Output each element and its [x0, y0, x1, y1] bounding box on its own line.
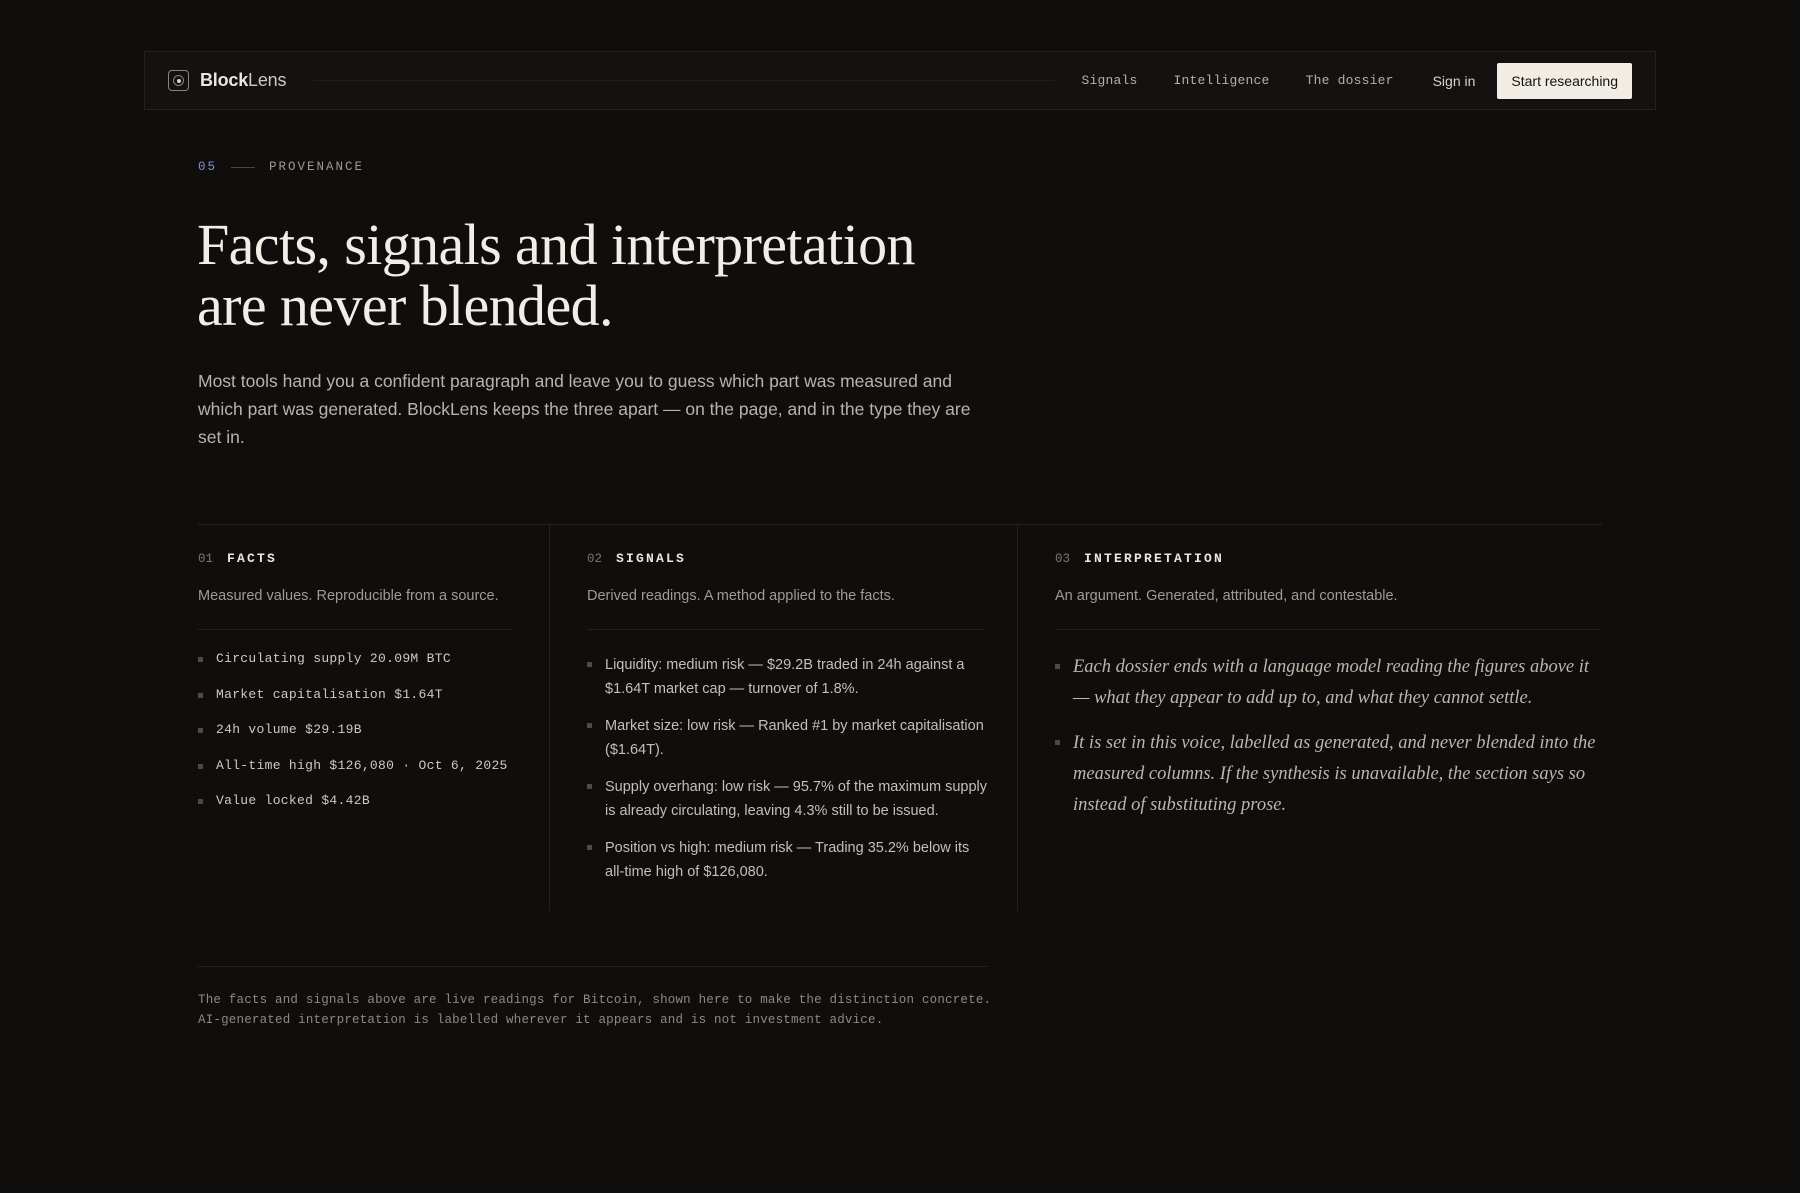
section-eyebrow [198, 160, 364, 174]
list-item [1055, 728, 1603, 821]
brand-name-bold: Block [200, 70, 249, 90]
bullet-icon [587, 662, 592, 667]
facts-description: Measured values. Reproducible from a source. [198, 588, 499, 604]
signals-divider [587, 629, 983, 630]
interpretation-description: An argument. Generated, attributed, and contestable. [1055, 588, 1398, 604]
brand[interactable] [168, 70, 286, 91]
list-item [198, 686, 549, 722]
interpretation-column [1017, 525, 1602, 911]
section-label: PROVENANCE [269, 160, 365, 174]
fact-text: Market capitalisation $1.64T [216, 686, 443, 702]
fact-text: Circulating supply 20.09M BTC [216, 651, 451, 666]
list-item [198, 650, 549, 686]
signals-title: SIGNALS [616, 551, 687, 566]
interpretation-text: Each dossier ends with a language model reading the figures above it — what they appear to add up to, and what they cannot settle. [1073, 657, 1590, 708]
list-item [198, 721, 549, 757]
brand-name [200, 70, 286, 91]
top-nav [144, 51, 1656, 110]
nav-link-dossier[interactable]: The dossier [1305, 73, 1394, 88]
interpretation-divider [1055, 629, 1599, 630]
facts-divider [198, 629, 513, 630]
signals-number: 02 [587, 552, 603, 566]
list-item [587, 836, 987, 884]
fact-text: Value locked $4.42B [216, 793, 370, 808]
list-item [198, 792, 549, 828]
signals-header [587, 551, 1017, 566]
interpretation-header [1055, 551, 1602, 566]
bullet-icon [587, 784, 592, 789]
title-line-2: are never blended. [197, 273, 613, 338]
bullet-icon [198, 764, 203, 769]
title-line-1: Facts, signals and interpretation [197, 212, 915, 277]
fact-text: 24h volume $29.19B [216, 722, 362, 737]
footnote-divider [198, 966, 988, 967]
page-title [197, 214, 1017, 336]
bullet-icon [1055, 664, 1060, 669]
brand-name-light: Lens [248, 70, 287, 90]
signal-text: Supply overhang: low risk — 95.7% of the maximum supply is already circulating, leaving 4.3% still to be issued. [605, 779, 988, 819]
nav-link-intelligence[interactable]: Intelligence [1173, 73, 1270, 88]
signal-text: Liquidity: medium risk — $29.2B traded in 24h against a $1.64T market cap — turnover of 1.8%. [605, 657, 965, 697]
facts-title: FACTS [227, 551, 278, 566]
lead-paragraph: Most tools hand you a confident paragraph and leave you to guess which part was measured and which part was generated. BlockLens keeps the three apart — on the page, and in the type they are set in. [198, 371, 971, 447]
bullet-icon [587, 723, 592, 728]
nav-links [1082, 73, 1430, 88]
target-icon [168, 70, 189, 91]
footnote-line-1: The facts and signals above are live readings for Bitcoin, shown here to make the distinction concrete. [198, 993, 992, 1007]
section-number: 05 [198, 160, 218, 174]
bullet-icon [198, 657, 203, 662]
nav-link-signals[interactable]: Signals [1081, 73, 1138, 88]
interpretation-text: It is set in this voice, labelled as generated, and never blended into the measured columns. If the synthesis is unavailable, the section says so instead of substituting prose. [1073, 733, 1596, 815]
start-researching-button[interactable]: Start researching [1497, 63, 1632, 99]
interpretation-number: 03 [1055, 552, 1071, 566]
signals-description: Derived readings. A method applied to the facts. [587, 588, 895, 604]
signals-column [549, 525, 1017, 911]
facts-header [198, 551, 549, 566]
fact-text: All-time high $126,080 · Oct 6, 2025 [216, 757, 508, 773]
facts-list [198, 650, 549, 828]
bullet-icon [198, 693, 203, 698]
bullet-icon [1055, 740, 1060, 745]
nav-divider [314, 80, 1053, 81]
bullet-icon [198, 799, 203, 804]
list-item [587, 653, 987, 701]
sign-in-link[interactable]: Sign in [1432, 72, 1476, 89]
list-item [1055, 652, 1603, 714]
list-item [198, 757, 549, 793]
footnote-line-2: AI-generated interpretation is labelled wherever it appears and is not investment advice. [198, 1013, 884, 1027]
facts-column [198, 525, 549, 911]
list-item [587, 775, 987, 823]
list-item [587, 714, 987, 762]
interpretation-title: INTERPRETATION [1084, 551, 1225, 566]
footnote [198, 990, 1018, 1030]
signals-list [587, 653, 987, 884]
bullet-icon [587, 845, 592, 850]
signal-text: Market size: low risk — Ranked #1 by market capitalisation ($1.64T). [605, 718, 984, 758]
bullet-icon [198, 728, 203, 733]
facts-number: 01 [198, 552, 214, 566]
signal-text: Position vs high: medium risk — Trading 35.2% below its all-time high of $126,080. [605, 840, 970, 880]
eyebrow-dash [231, 167, 255, 168]
interpretation-list [1055, 652, 1603, 821]
